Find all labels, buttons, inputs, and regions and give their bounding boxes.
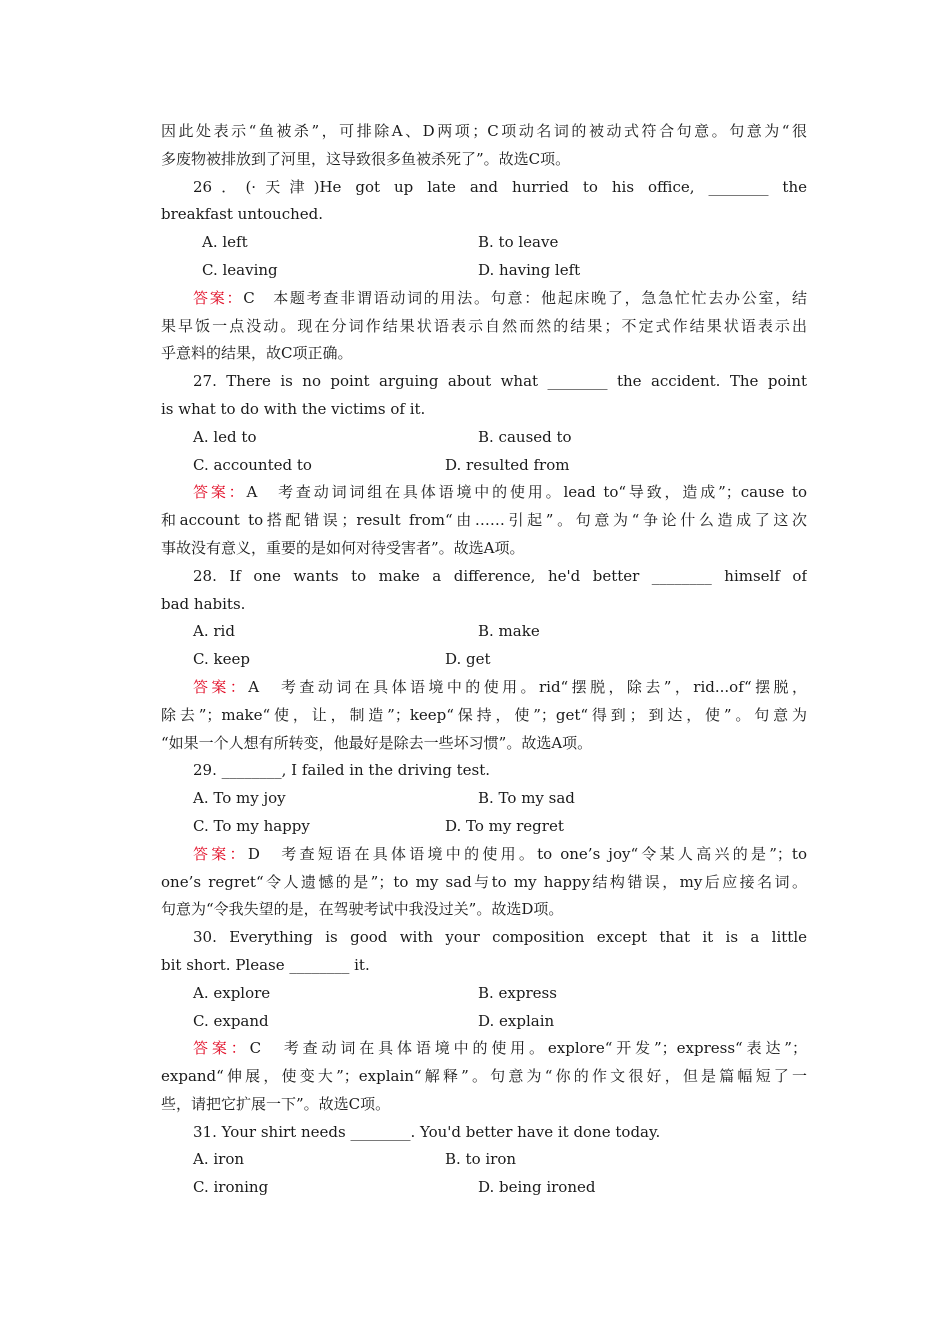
q31-options-row1 bbox=[161, 1146, 807, 1174]
q31-option-a: A. iron bbox=[193, 1150, 245, 1169]
q27-option-b: B. caused to bbox=[478, 427, 572, 446]
q27-option-c: C. accounted to bbox=[193, 455, 312, 474]
q26-stem-cont: breakfast untouched. bbox=[161, 205, 324, 224]
explanation-text: 考查动词在具体语境中的使用。rid“摆脱，除去”，rid...of“摆脱， bbox=[281, 677, 807, 696]
q27-option-d: D. resulted from bbox=[445, 455, 570, 474]
q30-explanation: 些，请把它扩展一下”。故选C项。 bbox=[161, 1094, 391, 1113]
q30-option-a: A. explore bbox=[193, 983, 271, 1002]
answer-label: 答案： bbox=[193, 1039, 250, 1058]
q28-options-row1 bbox=[161, 618, 807, 646]
q28-explanation: “如果一个人想有所转变，他最好是除去一些坏习惯”。故选A项。 bbox=[161, 733, 593, 752]
answer-choice: C bbox=[243, 288, 255, 307]
q28-option-c: C. keep bbox=[193, 650, 250, 669]
q29-stem: 29. ________, I failed in the driving test. bbox=[193, 761, 491, 780]
answer-choice: A bbox=[246, 483, 258, 502]
q29-option-d: D. To my regret bbox=[445, 816, 564, 835]
q26-answer bbox=[161, 285, 807, 313]
q29-explanation: 句意为“令我失望的是，在驾驶考试中我没过关”。故选D项。 bbox=[161, 900, 564, 919]
q26-options-row1 bbox=[161, 229, 807, 257]
q29-option-c: C. To my happy bbox=[193, 816, 310, 835]
q29-options-row2 bbox=[161, 813, 807, 841]
q28-option-b: B. make bbox=[478, 622, 540, 641]
q30-option-b: B. express bbox=[478, 983, 557, 1002]
q28-stem-cont: bad habits. bbox=[161, 594, 246, 613]
q27-options-row1 bbox=[161, 424, 807, 452]
q30-options-row2 bbox=[161, 1008, 807, 1036]
q28-explanation: 除去”；make“使，让，制造”；keep“保持，使”；get“得到；到达，使”。句意为 bbox=[161, 705, 807, 724]
q28-answer bbox=[161, 674, 807, 702]
q26-options-row2 bbox=[161, 257, 807, 285]
answer-label: 答案： bbox=[193, 844, 248, 863]
q29-options-row1 bbox=[161, 785, 807, 813]
answer-choice: A bbox=[248, 677, 260, 696]
q30-explanation: expand“伸展，使变大”；explain“解释”。句意为“你的作文很好，但是篇幅短了一 bbox=[161, 1067, 807, 1086]
q27-explanation: 事故没有意义，重要的是如何对待受害者”。故选A项。 bbox=[161, 538, 525, 557]
q31-stem: 31. Your shirt needs ________. You'd better have it done today. bbox=[193, 1122, 661, 1141]
q28-stem: 28. If one wants to make a difference, he'd better ________ himself of bbox=[193, 566, 807, 585]
q29-answer bbox=[161, 841, 807, 869]
q31-option-b: B. to iron bbox=[445, 1150, 517, 1169]
q26-option-a: A. left bbox=[202, 233, 248, 252]
explanation-text: 本题考查非谓语动词的用法。句意：他起床晚了，急急忙忙去办公室，结 bbox=[273, 288, 807, 307]
q29-option-a: A. To my joy bbox=[193, 789, 286, 808]
q31-options-row2 bbox=[161, 1174, 807, 1202]
answer-label: 答案： bbox=[193, 288, 244, 307]
answer-label: 答案： bbox=[193, 677, 249, 696]
q26-explanation: 乎意料的结果，故C项正确。 bbox=[161, 344, 353, 363]
q27-explanation: 和account to搭配错误；result from“由……引起”。句意为“争论什么造成了这次 bbox=[161, 511, 807, 530]
q27-answer bbox=[161, 479, 807, 507]
q26-option-b: B. to leave bbox=[478, 233, 559, 252]
explanation-text: 考查短语在具体语境中的使用。to one’s joy“令某人高兴的是”；to bbox=[281, 844, 807, 863]
q27-stem-cont: is what to do with the victims of it. bbox=[161, 399, 426, 418]
intro-line: 多废物被排放到了河里，这导致很多鱼被杀死了”。故选C项。 bbox=[161, 149, 571, 168]
q30-options-row1 bbox=[161, 980, 807, 1008]
q28-options-row2 bbox=[161, 646, 807, 674]
q30-answer bbox=[161, 1035, 807, 1063]
q29-option-b: B. To my sad bbox=[478, 789, 575, 808]
explanation-text: 考查动词词组在具体语境中的使用。lead to“导致，造成”；cause to bbox=[278, 483, 807, 502]
q30-option-c: C. expand bbox=[193, 1011, 269, 1030]
q28-option-d: D. get bbox=[445, 650, 491, 669]
document-page bbox=[161, 118, 807, 1202]
answer-choice: C bbox=[249, 1039, 262, 1058]
q30-stem: 30. Everything is good with your composition except that it is a little bbox=[193, 928, 807, 947]
q28-option-a: A. rid bbox=[193, 622, 235, 641]
explanation-text: 考查动词在具体语境中的使用。explore“开发”；express“表达”； bbox=[283, 1039, 807, 1058]
q27-options-row2 bbox=[161, 452, 807, 480]
q29-explanation: one’s regret“令人遗憾的是”；to my sad与to my happy结构错误，my后应接名词。 bbox=[161, 872, 807, 891]
q30-option-d: D. explain bbox=[478, 1011, 555, 1030]
q27-stem: 27. There is no point arguing about what ________ the accident. The point bbox=[193, 372, 807, 391]
q26-stem: 26．(·天津)He got up late and hurried to his office, ________ the bbox=[193, 177, 807, 196]
intro-line: 因此处表示“鱼被杀”，可排除A、D两项；C项动名词的被动式符合句意。句意为“很 bbox=[161, 122, 807, 140]
answer-choice: D bbox=[247, 844, 260, 863]
q30-stem-cont: bit short. Please ________ it. bbox=[161, 955, 370, 974]
q31-option-c: C. ironing bbox=[193, 1178, 269, 1197]
q26-option-c: C. leaving bbox=[202, 260, 278, 279]
q27-option-a: A. led to bbox=[193, 427, 257, 446]
q26-explanation: 果早饭一点没动。现在分词作结果状语表示自然而然的结果；不定式作结果状语表示出 bbox=[161, 316, 807, 335]
answer-label: 答案： bbox=[193, 483, 247, 502]
q31-option-d: D. being ironed bbox=[478, 1178, 596, 1197]
q26-option-d: D. having left bbox=[478, 260, 581, 279]
